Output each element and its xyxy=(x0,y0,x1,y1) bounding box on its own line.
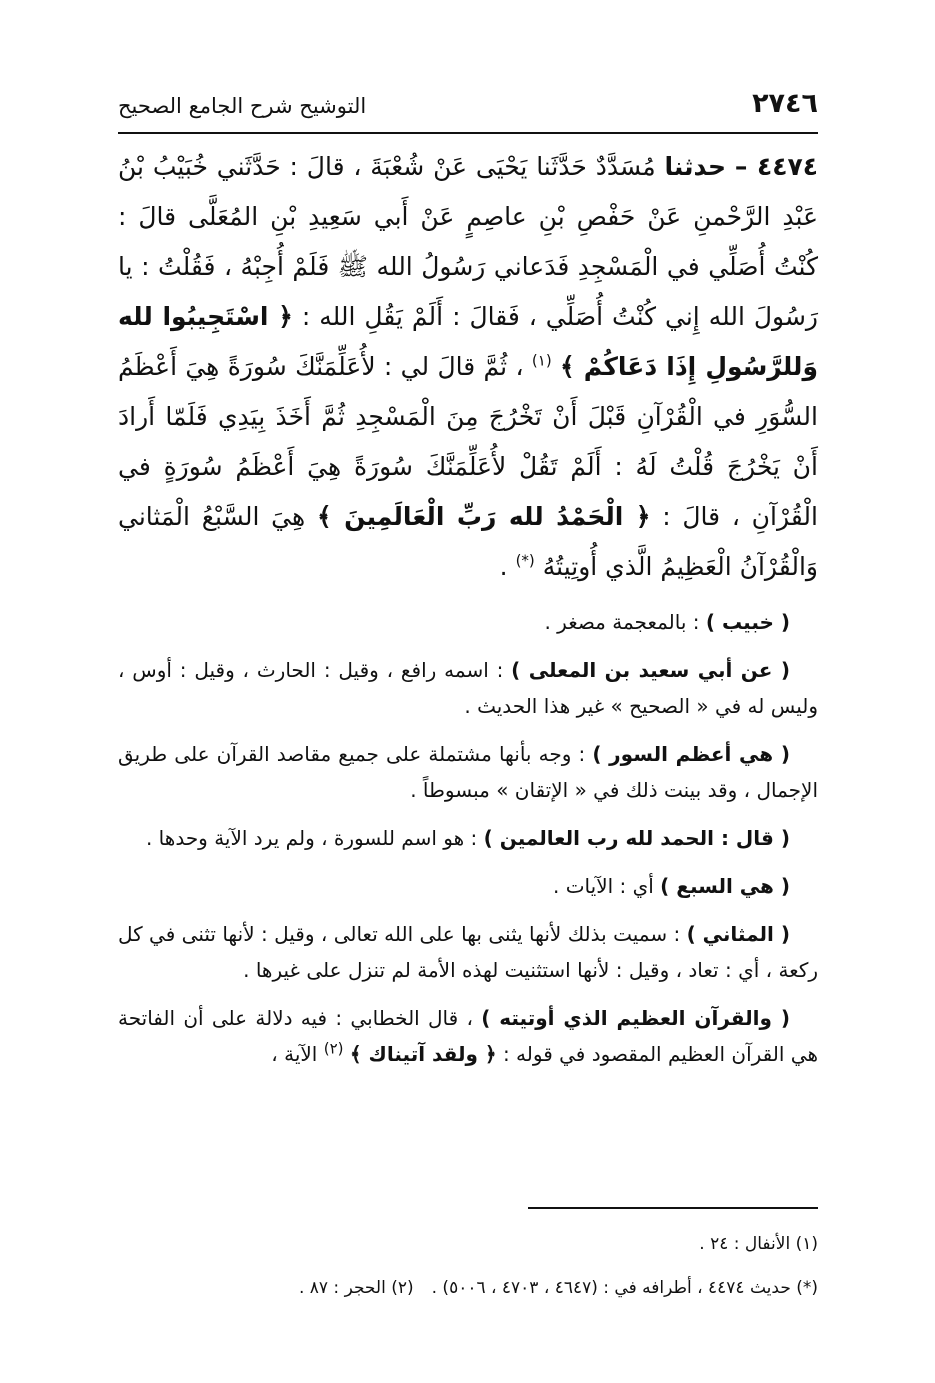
quran-quote-2: ﴿ الْحَمْدُ لله رَبِّ الْعَالَمِينَ ﴾ xyxy=(316,502,651,531)
commentary-note xyxy=(118,1000,818,1072)
hadith-text-part2: ، ثُمَّ قالَ لي : لأُعَلِّمَنَّكَ سُورَةً هِيَ أَعْظَمُ السُّوَرِ في الْقُرْآنِ قَبْلَ أَنْ تَخْرُجَ مِنَ الْمَسْجِدِ ثُمَّ أَخَذَ بِيَدِي فَلَمّا أَرادَ أَنْ يَخْرُجَ قُلْتُ لَهُ : أَلَمْ تَقُلْ لأُعَلِّمَنَّكَ سُورَةً هِيَ أَعْظَمُ سُورَةٍ في الْقُرْآنِ ، قالَ : xyxy=(118,352,818,531)
page-number: ٢٧٤٦ xyxy=(752,88,818,119)
note-lemma: ( عن أبي سعيد بن المعلى ) xyxy=(511,658,790,682)
note-lemma: ( قال : الحمد لله رب العالمين ) xyxy=(483,826,790,850)
note-lemma: ( خبيب ) xyxy=(705,610,790,634)
hadith-text-part1: مُسَدَّدٌ حَدَّثَنا يَحْيَى عَنْ شُعْبَةَ ، قالَ : حَدَّثَني خُبَيْبُ بْنُ عَبْدِ الرَّحْمنِ عَنْ حَفْصِ بْنِ عاصِمٍ عَنْ أَبي سَعِيدِ بْنِ المُعَلَّى قالَ : كُنْتُ أُصَلِّي في الْمَسْجِدِ فَدَعاني رَسُولُ الله ﷺ فَلَمْ أُجِبْهُ ، فَقُلْتُ : يا رَسُولَ الله إِني كُنْتُ أُصَلِّي ، فَقالَ : أَلَمْ يَقُلِ الله : xyxy=(118,152,818,331)
commentary-note xyxy=(118,868,818,904)
hadith-text xyxy=(118,142,818,592)
footnotes xyxy=(118,1222,818,1310)
header-rule xyxy=(118,132,818,134)
quran-quote-1: ﴿ اسْتَجِيبُوا لله وَللرَّسُولِ إِذَا دَعَاكُمْ ﴾ xyxy=(118,302,818,381)
commentary-note xyxy=(118,736,818,808)
note-text: : سميت بذلك لأنها يثنى بها على الله تعالى ، وقيل : لأنها تثنى في كل ركعة ، أي : تعاد ، وقيل : لأنها استثنيت لهذه الأمة لم تنزل على غيرها . xyxy=(118,922,818,982)
commentary-note xyxy=(118,652,818,724)
page-header xyxy=(118,84,818,128)
note-text: ، قال الخطابي : فيه دلالة على أن الفاتحة هي القرآن العظيم المقصود في قوله : xyxy=(118,1006,818,1066)
quran-quote-3: ﴿ ولقد آتيناك ﴾ xyxy=(349,1042,497,1066)
note-lemma: ( والقرآن العظيم الذي أوتيته ) xyxy=(481,1006,790,1030)
hadith-sanad-word: حدثنا xyxy=(664,152,726,181)
hadith-text-end: . xyxy=(499,552,516,581)
footnote-2: (٢) الحجر : ٨٧ . xyxy=(298,1278,414,1298)
running-title: التوشيح شرح الجامع الصحيح xyxy=(118,94,367,118)
note-text: : هو اسم للسورة ، ولم يرد الآية وحدها . xyxy=(145,826,484,850)
note-lemma: ( المثاني ) xyxy=(686,922,790,946)
note-text: أي : الآيات . xyxy=(552,874,661,898)
note-text: : اسمه رافع ، وقيل : الحارث ، وقيل : أوس ، وليس له في « الصحيح » غير هذا الحديث . xyxy=(118,658,818,718)
footnote-ref-1: (١) xyxy=(531,351,552,370)
commentary-note xyxy=(118,916,818,988)
note-lemma: ( هي أعظم السور ) xyxy=(592,742,791,766)
hadith-text-part3: هِيَ السَّبْعُ الْمَثاني وَالْقُرْآنُ الْعَظِيمُ الَّذي أُوتِيتُهُ xyxy=(118,502,818,581)
footnote-ref-2: (٢) xyxy=(323,1039,344,1058)
commentary-note xyxy=(118,820,818,856)
page-body xyxy=(118,142,818,1072)
commentary-note xyxy=(118,604,818,640)
note-lemma: ( هي السبع ) xyxy=(660,874,790,898)
note-text: : بالمعجمة مصغر . xyxy=(544,610,706,634)
hadith-number: ٤٤٧٤ – xyxy=(734,152,818,181)
footnote-ref-star: (*) xyxy=(515,551,535,570)
note-text: : وجه بأنها مشتملة على جميع مقاصد القرآن على طريق الإجمال ، وقد بينت ذلك في « الإتقان » مبسوطاً . xyxy=(118,742,818,802)
footnote-line xyxy=(118,1266,818,1310)
footnote-star: (*) حديث ٤٤٧٤ ، أطرافه في : (٤٦٤٧ ، ٤٧٠٣ ، ٥٠٠٦) . xyxy=(431,1278,818,1298)
note-text-continued: الآية ، xyxy=(271,1042,324,1066)
footnote-1: (١) الأنفال : ٢٤ . xyxy=(699,1234,818,1254)
footnote-rule xyxy=(528,1207,818,1209)
